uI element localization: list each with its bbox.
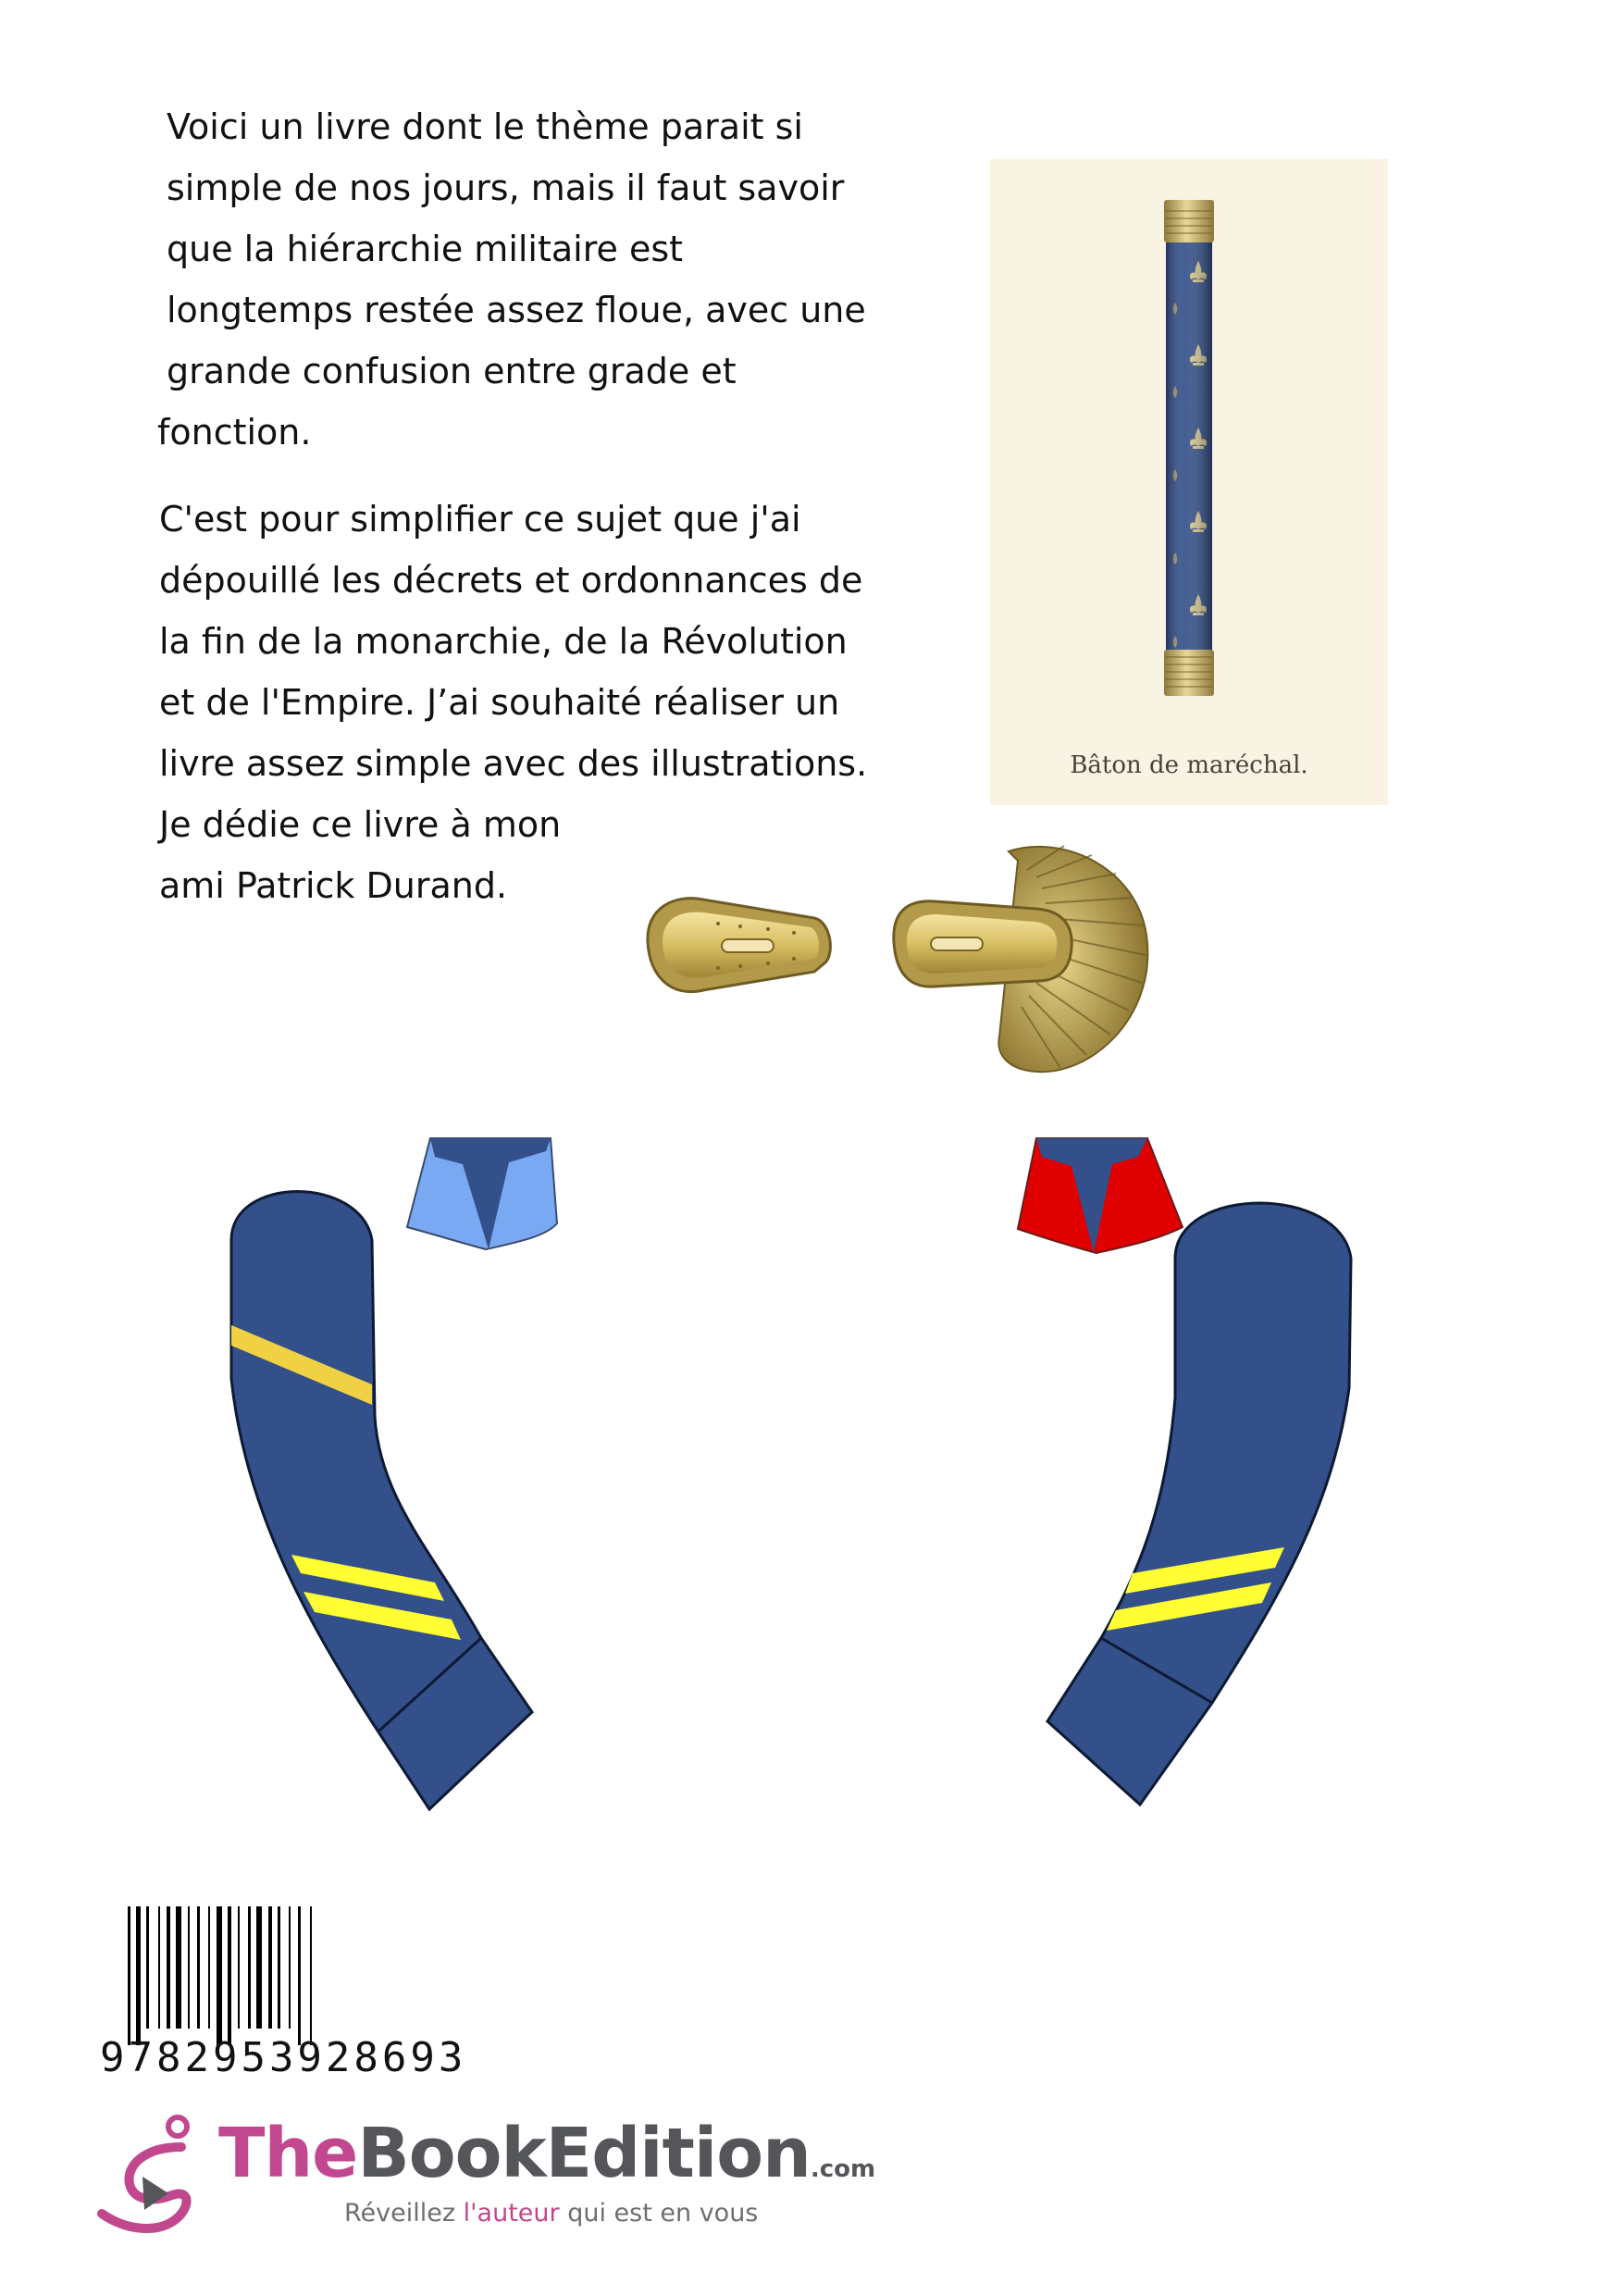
barcode-bar	[289, 1906, 291, 2029]
barcode-bar	[197, 1906, 200, 2029]
barcode-bar	[217, 1906, 222, 2045]
intro-paragraph	[157, 96, 940, 463]
baton-icon	[990, 159, 1388, 714]
barcode-bar	[238, 1906, 240, 2029]
sleeve-left-icon	[231, 1192, 532, 1810]
barcode-bar	[228, 1906, 231, 2045]
barcode-bar	[310, 1906, 312, 2045]
baton-caption: Bâton de maréchal.	[1070, 751, 1308, 779]
barcode-bar	[146, 1906, 149, 2029]
baton-illustration	[990, 159, 1388, 805]
body-line: dépouillé les décrets et ordonnances de	[159, 560, 863, 601]
publisher-tagline	[344, 2199, 758, 2228]
barcode-bar	[136, 1906, 141, 2045]
body-line: la fin de la monarchie, de la Révolution	[159, 621, 848, 662]
tagline-start: Réveillez	[344, 2199, 464, 2228]
tagline-highlight: l'auteur	[463, 2199, 560, 2228]
barcode-bar	[158, 1906, 160, 2029]
barcode-bar	[167, 1906, 170, 2029]
sleeve-right-icon	[1047, 1203, 1351, 1805]
body-line: ami Patrick Durand.	[159, 865, 508, 906]
barcode-bar	[268, 1906, 272, 2029]
barcode-bar	[176, 1906, 181, 2029]
barcode-bar	[128, 1906, 130, 2045]
uniform-illustration	[213, 1120, 1388, 1842]
barcode-bar	[256, 1906, 262, 2029]
intro-line: fonction.	[157, 412, 312, 453]
collar-red-icon	[1018, 1138, 1183, 1253]
publisher-name	[218, 2114, 875, 2193]
publisher-logo	[89, 2110, 876, 2240]
body-line: C'est pour simplifier ce sujet que j'ai	[159, 499, 801, 540]
intro-line: que la hiérarchie militaire est	[167, 229, 684, 269]
intro-line: Voici un livre dont le thème parait si	[167, 106, 803, 147]
barcode-bar	[278, 1906, 280, 2029]
barcode-bar	[298, 1906, 301, 2045]
isbn-number: 9782953928693	[100, 2034, 467, 2081]
barcode-bar	[248, 1906, 251, 2029]
body-line: et de l'Empire. J’ai souhaité réaliser un	[159, 682, 840, 723]
barcode-bar	[208, 1906, 210, 2029]
publisher-name-suffix: .com	[810, 2155, 876, 2183]
body-line: livre assez simple avec des illustrations.	[159, 743, 868, 784]
intro-line: grande confusion entre grade et	[167, 351, 737, 391]
epaulette-icon	[648, 899, 830, 992]
epaulette-fringe-icon	[894, 846, 1148, 1072]
body-line: Je dédie ce livre à mon	[159, 804, 562, 845]
epaulettes-illustration	[629, 833, 1166, 1083]
collar-blue-icon	[407, 1138, 557, 1249]
publisher-name-rest: BookEdition	[357, 2114, 811, 2193]
publisher-logo-icon	[89, 2110, 218, 2240]
intro-line: longtemps restée assez floue, avec une	[167, 290, 866, 330]
intro-line: simple de nos jours, mais il faut savoir	[167, 168, 845, 208]
barcode-bar	[188, 1906, 190, 2029]
publisher-name-the: The	[218, 2114, 358, 2193]
tagline-end: qui est en vous	[559, 2199, 759, 2228]
